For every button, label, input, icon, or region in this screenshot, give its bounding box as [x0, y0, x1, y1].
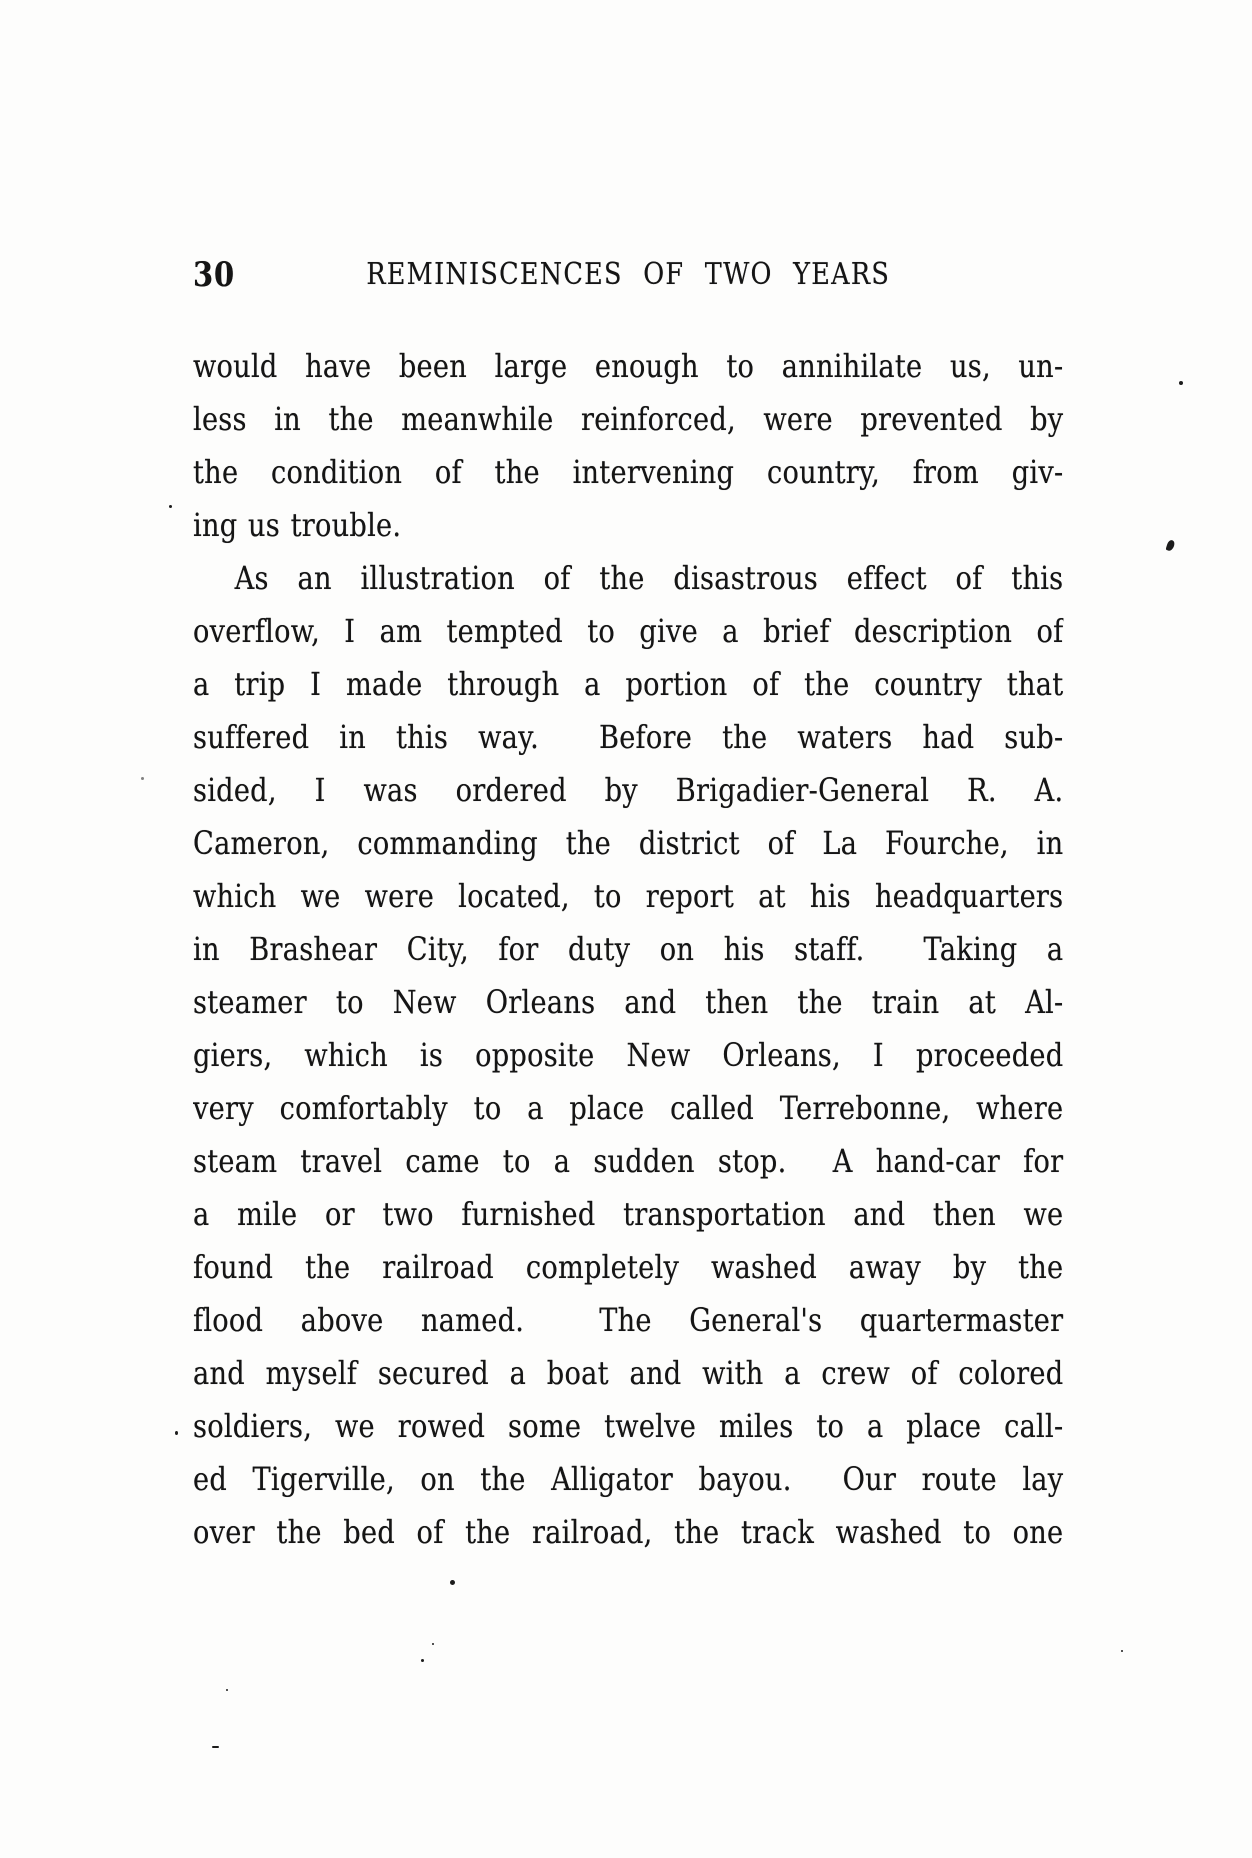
- scan-speck: [421, 1659, 424, 1662]
- text-line: less in the meanwhile reinforced, were prevented by: [193, 400, 1064, 438]
- scan-speck: [226, 1689, 228, 1691]
- scan-speck: [1121, 1650, 1123, 1652]
- text-line: steamer to New Orleans and then the train at Al-: [193, 983, 1064, 1021]
- scan-speck: [212, 1746, 219, 1748]
- text-line: in Brashear City, for duty on his staff. Taking a: [193, 930, 1064, 968]
- text-line: suffered in this way. Before the waters had sub-: [193, 718, 1064, 756]
- text-line: the condition of the intervening country, from giv-: [193, 453, 1064, 491]
- scan-speck: [1179, 381, 1183, 385]
- text-line: a mile or two furnished transportation and then we: [193, 1195, 1064, 1233]
- body-text: [193, 340, 1063, 1559]
- text-line: which we were located, to report at his headquarters: [193, 877, 1064, 915]
- scan-speck: [432, 1643, 434, 1645]
- text-line: over the bed of the railroad, the track washed to one: [193, 1513, 1064, 1551]
- scan-speck: [169, 505, 172, 508]
- text-line: ing us trouble.: [193, 506, 402, 544]
- scan-speck: [450, 1580, 455, 1585]
- scan-speck: [175, 1431, 178, 1435]
- text-line: very comfortably to a place called Terrebonne, where: [193, 1089, 1064, 1127]
- text-line: a trip I made through a portion of the country that: [193, 665, 1064, 703]
- text-line: giers, which is opposite New Orleans, I proceeded: [193, 1036, 1064, 1074]
- scan-speck: [141, 777, 144, 780]
- text-line: found the railroad completely washed away by the: [193, 1248, 1064, 1286]
- text-line: flood above named. The General's quartermaster: [193, 1301, 1064, 1339]
- text-line: sided, I was ordered by Brigadier-General R. A.: [193, 771, 1064, 809]
- text-line: overflow, I am tempted to give a brief description of: [193, 612, 1064, 650]
- ink-mark: [1165, 539, 1175, 552]
- page-number: 30: [193, 255, 235, 295]
- text-line: and myself secured a boat and with a crew of colored: [193, 1354, 1064, 1392]
- text-line: Cameron, commanding the district of La Fourche, in: [193, 824, 1064, 862]
- text-line: steam travel came to a sudden stop. A hand-car for: [193, 1142, 1064, 1180]
- running-header: [193, 254, 1063, 296]
- running-header-title: REMINISCENCES OF TWO YEARS: [366, 257, 891, 292]
- text-line: would have been large enough to annihilate us, un-: [193, 347, 1064, 385]
- text-line: ed Tigerville, on the Alligator bayou. Our route lay: [193, 1460, 1064, 1498]
- text-line: As an illustration of the disastrous effect of this: [234, 559, 1064, 597]
- text-line: soldiers, we rowed some twelve miles to a place call-: [193, 1407, 1064, 1445]
